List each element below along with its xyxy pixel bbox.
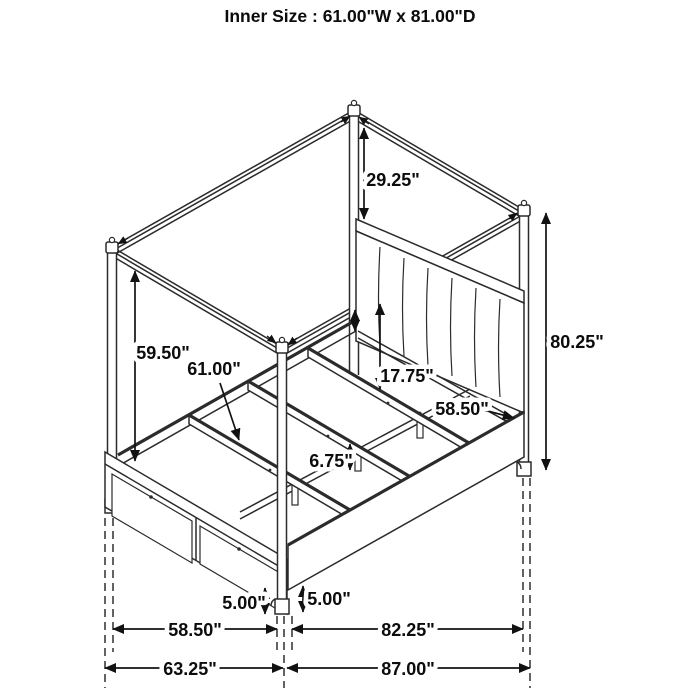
dim-label-overall-width: 63.25" [163, 659, 217, 679]
dim-label-canopy-to-headboard: 29.25" [366, 170, 420, 190]
dim-label-canopy-underside: 59.50" [136, 343, 190, 363]
dim-label-footboard-clearance: 5.00" [222, 593, 266, 613]
dim-label-center-leg: 6.75" [309, 451, 353, 471]
dim-label-side-span: 82.25" [381, 620, 435, 640]
dim-label-overall-height: 80.25" [550, 332, 604, 352]
dim-label-rail-height: 17.75" [380, 366, 434, 386]
dim-label-footboard-span: 58.50" [168, 620, 222, 640]
dim-label-slat-length: 61.00" [187, 359, 241, 379]
footboard-storage [105, 452, 287, 614]
drawer-knob [237, 547, 241, 551]
inner-size-title: Inner Size : 61.00"W x 81.00"D [224, 6, 476, 26]
dim-label-overall-depth: 87.00" [381, 659, 435, 679]
dim-label-rail-clearance: 5.00" [307, 589, 351, 609]
drawer-knob [149, 495, 153, 499]
dim-label-headboard-rail: 58.50" [435, 399, 489, 419]
dimension-arrows [105, 128, 546, 668]
